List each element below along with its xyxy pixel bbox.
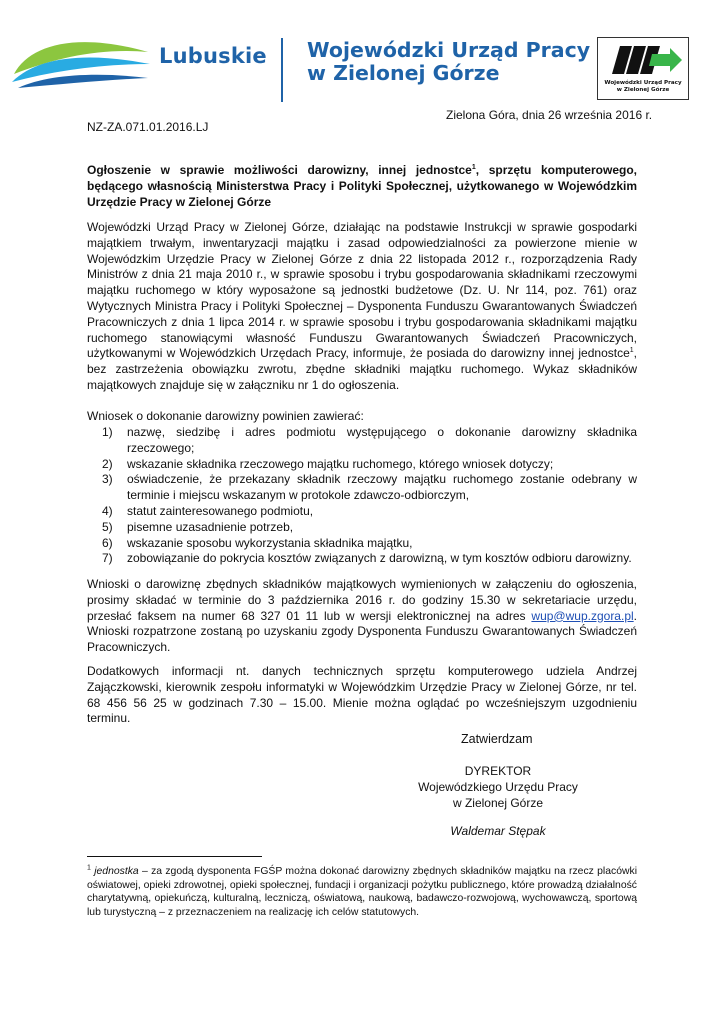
office-name-line2: w Zielonej Górze [307,61,500,85]
requirement-item [102,457,637,473]
requirement-text: oświadczenie, że przekazany składnik rzeczowy majątku ruchomego zostanie odebrany w terminie i miejscu wskazanym w protokole zdawczo-odbiorczym, [127,472,637,503]
document-reference: NZ-ZA.071.01.2016.LJ [87,120,209,134]
requirement-item [102,504,637,520]
requirement-text: pisemne uzasadnienie potrzeb, [127,519,294,534]
footnote-text: – za zgodą dysponenta FGŚP można dokonać darowizny zbędnych składników majątku na rzecz placówki oświatowej, opieki zdrowotnej, opieki społecznej, fundacji i organizacji pożytku publicznego, które prowadzą działalność charytatywną, opiekuńczą, kulturalną, leczniczą, oświatową, naukową, badawczo-rozwojową, wychowawczą, sportową lub turystyczną – z przeznaczeniem na realizację ich celów statutowych. [87,866,637,918]
intro-text-part2: , bez zastrzeżenia obowiązku zwrotu, zbędne składniki majątku ruchomego. Wykaz składników majątkowych znajduje się w załączniku nr 1 do ogłoszenia. [87,346,637,392]
lubuskie-wordmark: Lubuskie [159,44,267,68]
intro-footnote-ref: 1 [629,347,634,355]
email-link[interactable]: wup@wup.zgora.pl [531,608,634,623]
title-footnote-ref: 1 [471,164,476,171]
office-emblem [597,37,689,100]
requirement-text: nazwę, siedzibę i adres podmiotu występującego o dokonanie darowizny składnika rzeczowego; [127,425,637,455]
office-name-line1: Wojewódzki Urząd Pracy [307,38,591,62]
office-name [307,39,590,85]
request-intro: Wniosek o dokonanie darowizny powinien zawierać: [87,409,364,423]
lubuskie-logo [8,22,270,102]
requirement-number: 5) [102,519,113,534]
signatory-name: Waldemar Stępak [450,824,546,839]
requirement-number: 3) [102,472,113,487]
footnote [87,865,637,919]
requirements-list [102,425,637,567]
lubuskie-wave-icon [8,22,158,102]
submission-paragraph [87,577,637,656]
submission-text-part2: . Wnioski rozpatrzone zostaną po uzyskaniu zgody Dysponenta Funduszu Gwarantowanych Świadczeń Pracowniczych. [87,608,637,655]
footnote-marker: 1 [87,864,91,872]
requirement-number: 1) [102,425,113,439]
intro-text-part1: Wojewódzki Urząd Pracy w Zielonej Górze, działając na podstawie Instrukcji w sprawie gospodarki majątkiem trwałym, inwentaryzacji majątku i zasad odpowiedzialności za powierzone mienie w Wojewódzkim Urzędzie Pracy w Zielonej Górze z dnia 22 listopada 2012 r., rozporządzenia Rady Ministrów z dnia 21 maja 2010 r., w sprawie sposobu i trybu gospodarowania składnikami rzeczowymi majątku ruchomego w który wyposażone są jednostki budżetowe (Dz. U. Nr 114, poz. 761) oraz Wytycznych Ministra Pracy i Polityki Społecznej – Dysponenta Funduszu Gwarantowanych Świadczeń Pracowniczych z dnia 1 lipca 2014 r. w sprawie sposobu i trybu gospodarowania składnikami majątku ruchomego stanowiącymi własność Funduszu Gwarantowanych Świadczeń Pracowniczych, użytkowanymi w Wojewódzkich Urzędach Pracy, informuje, że posiada do darowizny innej jednostce [87,220,637,361]
approval-label: Zatwierdzam [461,732,533,746]
requirement-text: statut zainteresowanego podmiotu, [127,503,314,518]
requirement-text: zobowiązanie do pokrycia kosztów związanych z darowizną, w tym kosztów odbioru darowizny. [127,551,632,566]
emblem-caption [598,80,688,94]
title-text-part2: , sprzętu komputerowego, będącego własnością Ministerstwa Pracy i Polityki Społecznej, użytkowanego w Wojewódzkim Urzędzie Pracy w Zielonej Górze [87,163,637,209]
signatory-role: DYREKTOR [464,764,532,778]
arrows-emblem-icon [598,38,688,82]
title-text-part1: Ogłoszenie w sprawie możliwości darowizny, innej jednostce [87,163,472,177]
place-date: Zielona Góra, dnia 26 września 2016 r. [446,108,653,122]
signatory-org-line2: w Zielonej Górze [452,795,544,810]
requirement-text: wskazanie składnika rzeczowego majątku ruchomego, którego wniosek dotyczy; [127,456,554,471]
requirement-number: 6) [102,535,113,550]
signatory-org-line1: Wojewódzkiego Urzędu Pracy [418,779,578,794]
intro-paragraph [87,220,637,394]
emblem-caption-line1: Wojewódzki Urząd Pracy [604,80,682,86]
announcement-title [87,163,637,210]
requirement-item [102,472,637,504]
requirement-number: 7) [102,551,113,566]
submission-text-part1: Wnioski o darowiznę zbędnych składników majątkowych wymienionych w załączeniu do ogłoszenia, prosimy składać w terminie do 3 października 2016 r. do godziny 15.30 w sekretariacie urzędu, przesłać faksem na numer 68 327 01 11 lub w wersji elektronicznej na adres [87,577,637,623]
requirement-item [102,425,637,457]
header-divider [281,38,283,102]
emblem-caption-line2: w Zielonej Górze [616,87,670,93]
requirement-item [102,520,637,536]
requirement-number: 2) [102,456,113,471]
requirement-text: wskazanie sposobu wykorzystania składnika majątku, [127,535,413,550]
footnote-separator [87,856,262,857]
contact-paragraph: Dodatkowych informacji nt. danych technicznych sprzętu komputerowego udziela Andrzej Zajączkowski, kierownik zespołu informatyki w Wojewódzkim Urzędzie Pracy w Zielonej Górze, nr tel. 68 456 56 25 w godzinach 7.30 – 15.00. Mienie można oglądać po wcześniejszym uzgodnieniu terminu. [87,664,637,726]
signature-block [412,764,584,840]
requirement-item [102,536,637,552]
requirement-number: 4) [102,503,113,518]
request-requirements-list [102,425,637,567]
requirement-item [102,551,637,567]
footnote-term: jednostka [94,866,139,877]
